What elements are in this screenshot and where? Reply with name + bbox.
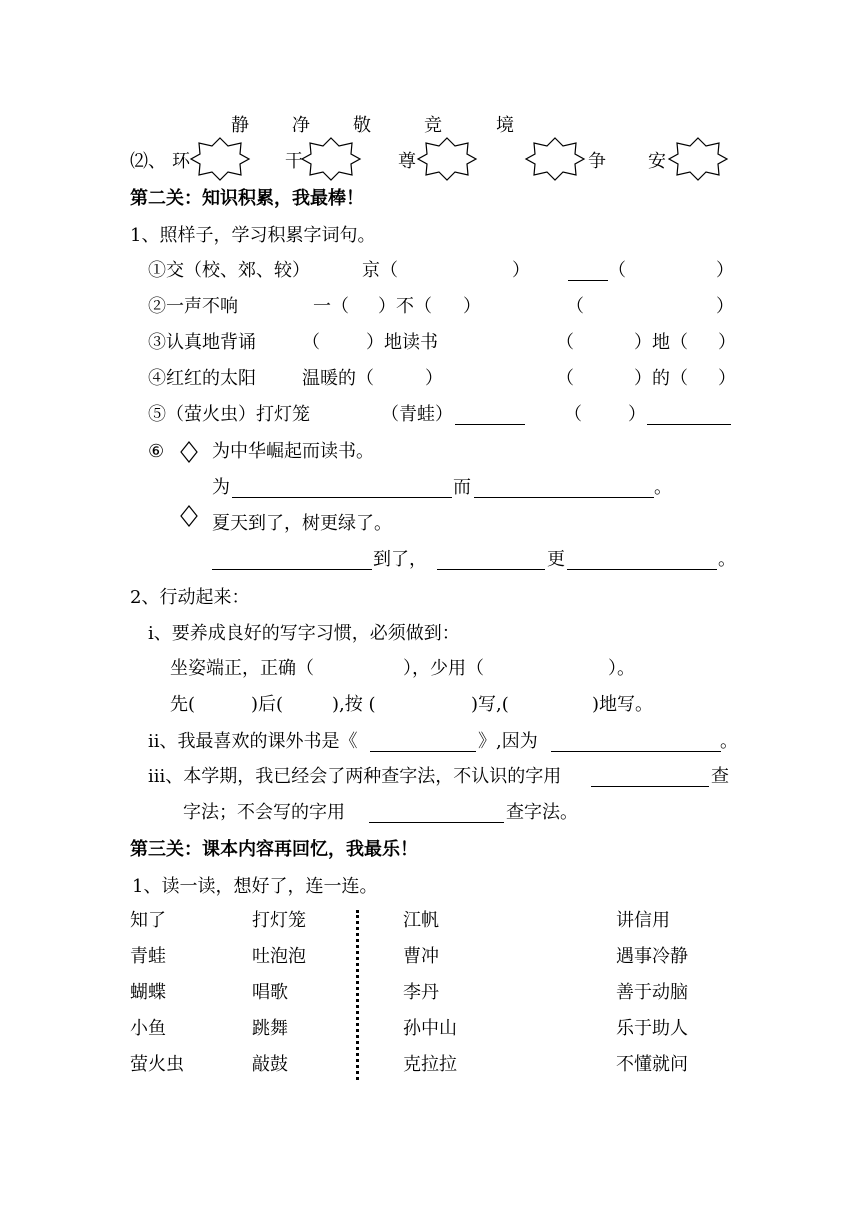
r3-f: ） xyxy=(718,332,736,353)
r6-num: ⑥ xyxy=(148,441,165,462)
q2-i-l1b: ），少用（ xyxy=(403,658,484,679)
match-col2-item[interactable]: 敲鼓 xyxy=(252,1054,288,1075)
star-answer-box-2[interactable] xyxy=(300,136,362,182)
match-col4-item[interactable]: 乐于助人 xyxy=(616,1018,688,1039)
top-char-4: 竞 xyxy=(424,115,442,136)
r2-e: （ xyxy=(566,296,584,317)
r6-f1a: 为 xyxy=(212,477,230,498)
q2-ii-c: 。 xyxy=(720,731,738,752)
star-prefix-2: 干 xyxy=(285,151,303,172)
q2-iii-c: 字法；不会写的字用 xyxy=(183,802,345,823)
r5-d: ） xyxy=(628,404,646,425)
diamond-icon xyxy=(179,505,199,527)
q1-title: 1、照样子，学习积累字词句。 xyxy=(130,225,376,246)
top-char-5: 境 xyxy=(496,115,514,136)
star-prefix-5: 争 xyxy=(588,151,606,172)
r1-b: 京（ xyxy=(362,260,398,281)
q2-title: 2、行动起来： xyxy=(130,587,250,608)
r6-sentence-1: 为中华崛起而读书。 xyxy=(212,441,374,462)
q2-iii-a: iii、本学期，我已经会了两种查字法，不认识的字用 xyxy=(148,766,562,787)
match-col3-item[interactable]: 李丹 xyxy=(403,982,439,1003)
match-col1-item[interactable]: 蝴蝶 xyxy=(130,982,166,1003)
r2-d: ） xyxy=(463,296,481,317)
q2-iii-blank-1[interactable] xyxy=(591,786,709,787)
r2-b: 一（ xyxy=(313,296,349,317)
r1-e: ） xyxy=(716,260,734,281)
r6-f2c: 。 xyxy=(718,549,736,570)
r2-f: ） xyxy=(716,296,734,317)
q2-iii-blank-2[interactable] xyxy=(369,822,504,823)
diamond-icon xyxy=(179,441,199,463)
star-prefix-1: 环 xyxy=(172,151,190,172)
q2-i: i、要养成良好的写字习惯，必须做到： xyxy=(148,623,460,644)
r4-example: ④红红的太阳 xyxy=(148,368,256,389)
r2-example: ②一声不响 xyxy=(148,296,238,317)
q2-ii-a: ii、我最喜欢的课外书是《 xyxy=(148,731,358,752)
q2-i-l1c: ）。 xyxy=(608,658,635,679)
q2-i-l2b: )后( xyxy=(251,694,284,715)
r5-blank-2[interactable] xyxy=(647,424,731,425)
match-col2-item[interactable]: 吐泡泡 xyxy=(252,946,306,967)
r6-blank-2[interactable] xyxy=(474,497,654,498)
match-col3-item[interactable]: 曹冲 xyxy=(403,946,439,967)
q2-ii-blank-2[interactable] xyxy=(551,751,721,752)
q2-iii-b: 查 xyxy=(711,766,729,787)
r4-c: ） xyxy=(425,368,443,389)
match-col1-item[interactable]: 青蛙 xyxy=(130,946,166,967)
match-col4-item[interactable]: 不懂就问 xyxy=(616,1054,688,1075)
r4-e: ）的（ xyxy=(634,368,688,389)
r3-e: ）地（ xyxy=(634,332,688,353)
r4-d: （ xyxy=(556,368,574,389)
match-col2-item[interactable]: 唱歌 xyxy=(252,982,288,1003)
r6-blank-5[interactable] xyxy=(567,569,717,570)
match-col2-item[interactable]: 跳舞 xyxy=(252,1018,288,1039)
r6-blank-4[interactable] xyxy=(437,569,545,570)
star-answer-box-5[interactable] xyxy=(667,136,729,182)
match-col3-item[interactable]: 孙中山 xyxy=(403,1018,457,1039)
r5-c: （ xyxy=(564,404,582,425)
part2-label: ⑵、 xyxy=(130,151,166,172)
match-col4-item[interactable]: 善于动脑 xyxy=(616,982,688,1003)
star-answer-box-1[interactable] xyxy=(189,136,251,182)
section2-heading: 第二关：知识积累，我最棒！ xyxy=(130,188,364,209)
r1-d: （ xyxy=(608,260,626,281)
section3-heading: 第三关：课本内容再回忆，我最乐！ xyxy=(130,839,418,860)
s3-q1-title: 1、读一读，想好了，连一连。 xyxy=(132,876,378,897)
match-col1-item[interactable]: 萤火虫 xyxy=(130,1054,184,1075)
r6-blank-3[interactable] xyxy=(212,569,372,570)
r1-c: ） xyxy=(512,260,530,281)
r6-f1c: 。 xyxy=(654,477,672,498)
r4-b: 温暖的（ xyxy=(302,368,374,389)
q2-i-l2d: )写,( xyxy=(471,694,509,715)
r6-f1b: 而 xyxy=(453,477,471,498)
top-char-3: 敬 xyxy=(353,115,371,136)
r6-sentence-2: 夏天到了，树更绿了。 xyxy=(212,513,392,534)
star-prefix-6: 安 xyxy=(648,151,666,172)
r5-example: ⑤（萤火虫）打灯笼 xyxy=(148,404,310,425)
r2-c: ）不（ xyxy=(378,296,432,317)
q2-ii-blank-1[interactable] xyxy=(370,751,476,752)
r6-f2b: 更 xyxy=(547,549,565,570)
match-col1-item[interactable]: 小鱼 xyxy=(130,1018,166,1039)
match-col3-item[interactable]: 江帆 xyxy=(403,910,439,931)
r3-d: （ xyxy=(556,332,574,353)
match-col1-item[interactable]: 知了 xyxy=(130,910,166,931)
top-char-2: 净 xyxy=(292,115,310,136)
r5-b: （青蛙） xyxy=(381,404,453,425)
r3-example: ③认真地背诵 xyxy=(148,332,256,353)
q2-i-l2a: 先( xyxy=(170,694,196,715)
q2-ii-b: 》,因为 xyxy=(478,731,538,752)
match-col4-item[interactable]: 遇事冷静 xyxy=(616,946,688,967)
dotted-divider xyxy=(356,910,359,1080)
q2-i-l2c: ),按 ( xyxy=(332,694,376,715)
q2-i-l2e: )地写。 xyxy=(592,694,654,715)
star-prefix-3: 尊 xyxy=(398,151,416,172)
match-col3-item[interactable]: 克拉拉 xyxy=(403,1054,457,1075)
match-col2-item[interactable]: 打灯笼 xyxy=(252,910,306,931)
r3-c: ）地读书 xyxy=(366,332,438,353)
r1-example: ①交（校、郊、较） xyxy=(148,260,310,281)
q2-i-l1a: 坐姿端正，正确（ xyxy=(170,658,314,679)
star-answer-box-3[interactable] xyxy=(416,136,478,182)
star-answer-box-4[interactable] xyxy=(524,136,586,182)
r1-blank-1[interactable] xyxy=(568,280,608,281)
q2-iii-d: 查字法。 xyxy=(506,802,578,823)
r3-b: （ xyxy=(302,332,320,353)
r5-blank-1[interactable] xyxy=(455,424,525,425)
r4-f: ） xyxy=(718,368,736,389)
top-char-1: 静 xyxy=(231,115,249,136)
r6-blank-1[interactable] xyxy=(232,497,452,498)
r6-f2a: 到了， xyxy=(373,549,427,570)
match-col4-item[interactable]: 讲信用 xyxy=(616,910,670,931)
